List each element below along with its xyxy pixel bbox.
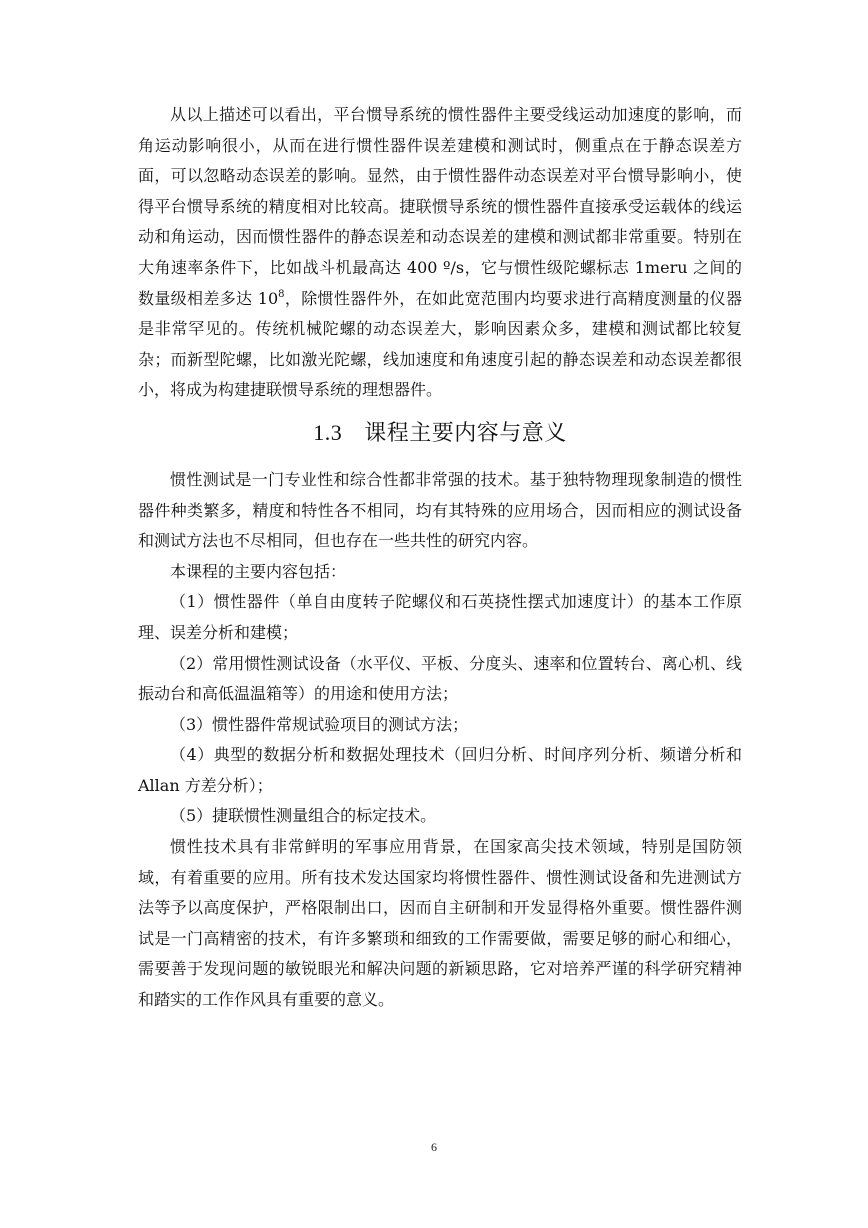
paragraph-1-text-continued: ，除惯性器件外，在如此宽范围内均要求进行高精度测量的仪器是非常罕见的。传统机械陀螺的动态误差大，影响因素众多，建模和测试都比较复杂；而新型陀螺，比如激光陀螺，线加速度和角速度引起的静态误差和动态误差都很小，将成为构建捷联惯导系统的理想器件。: [138, 288, 742, 400]
page-number: 6: [431, 1140, 437, 1154]
section-heading: [138, 410, 742, 457]
list-item: （1）惯性器件（单自由度转子陀螺仪和石英挠性摆式加速度计）的基本工作原理、误差分析和建模；: [138, 592, 742, 642]
paragraph-significance: 惯性技术具有非常鲜明的军事应用背景，在国家高尖技术领域，特别是国防领域，有着重要的应用。所有技术发达国家均将惯性器件、惯性测试设备和先进测试方法等予以高度保护，严格限制出口，因而自主研制和开发显得格外重要。惯性器件测试是一门高精密的技术，有许多繁琐和细致的工作需要做，需要足够的耐心和细心，需要善于发现问题的敏锐眼光和解决问题的新颖思路，它对培养严谨的科学研究精神和踏实的工作作风具有重要的意义。: [138, 837, 742, 1010]
list-item: （2）常用惯性测试设备（水平仪、平板、分度头、速率和位置转台、离心机、线振动台和高低温温箱等）的用途和使用方法；: [138, 653, 742, 704]
list-item: （3）惯性器件常规试验项目的测试方法；: [170, 714, 469, 734]
section-number: 1.3: [313, 419, 343, 445]
paragraph-1-text: 从以上描述可以看出，平台惯导系统的惯性器件主要受线运动加速度的影响，而角运动影响很小，从而在进行惯性器件误差建模和测试时，侧重点在于静态误差方面，可以忽略动态误差的影响。显然，由于惯性器件动态误差对平台惯导影响小，使得平台惯导系统的精度相对比较高。捷联惯导系统的惯性器件直接承受运载体的线运动和角运动，因而惯性器件的静态误差和动态误差的建模和测试都非常重要。特别在大角速率条件下，比如战斗机最高达 400 º/s，它与惯性级陀螺标志 1meru 之间的数量级相差多达 10: [138, 105, 742, 308]
list-item: （4）典型的数据分析和数据处理技术（回归分析、时间序列分析、频谱分析和 Allan 方差分析）；: [138, 745, 742, 795]
list-item: （5）捷联惯性测量组合的标定技术。: [170, 806, 437, 826]
superscript-exponent: 8: [278, 288, 285, 300]
paragraph-platform-vs-strapdown: [138, 100, 742, 406]
paragraph-inertial-testing-intro: 惯性测试是一门专业性和综合性都非常强的技术。基于独特物理现象制造的惯性器件种类繁多，精度和特性各不相同，均有其特殊的应用场合，因而相应的测试设备和测试方法也不尽相同，但也存在一些共性的研究内容。: [138, 469, 742, 551]
section-title: 课程主要内容与意义: [364, 420, 567, 446]
paragraph-course-contents-lead: 本课程的主要内容包括：: [170, 561, 347, 581]
page-body: [138, 100, 742, 1016]
